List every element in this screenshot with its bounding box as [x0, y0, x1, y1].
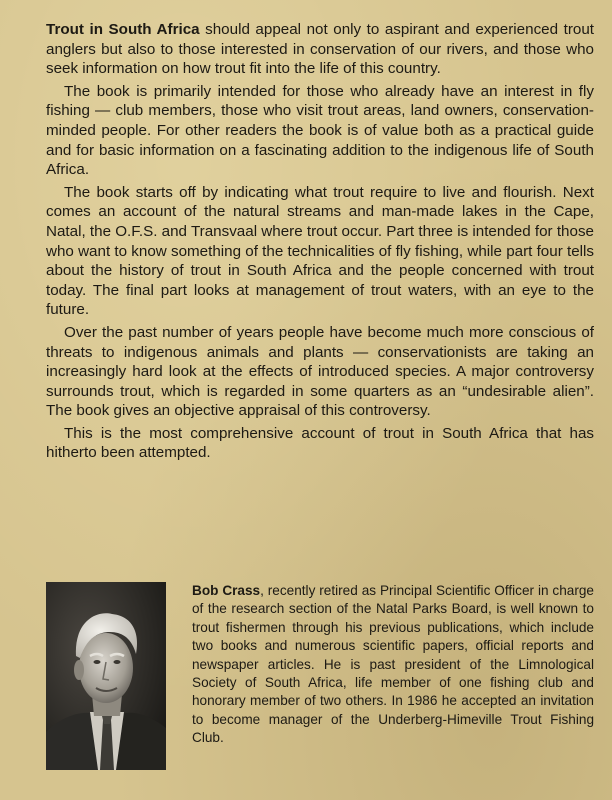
book-title: Trout in South Africa: [46, 21, 200, 38]
author-portrait-image: [46, 582, 166, 770]
author-bio: [192, 582, 594, 748]
cover-blurb: [46, 20, 594, 466]
blurb-paragraph-4: Over the past number of years people have become much more conscious of threats to indigenous animals and plants — conservationists are taking an increasingly hard look at the effects of introduced species. A major controversy surrounds trout, which is regarded in some quarters as an “undesirable alien”. The book gives an objective appraisal of this controversy.: [46, 323, 594, 420]
blurb-paragraph-3: The book starts off by indicating what trout require to live and flourish. Next comes an account of the natural streams and man-made lakes in the Cape, Natal, the O.F.S. and Transvaal where trout occur. Part three is intended for those who want to know something of the technicalities of fly fishing, while part four tells about the history of trout in South Africa and the people concerned with trout today. The final part looks at management of trout waters, with an eye to the future.: [46, 183, 594, 319]
blurb-paragraph-1: [46, 20, 594, 79]
author-portrait: [46, 582, 166, 770]
blurb-paragraph-1-text: should appeal not only to aspirant and experienced trout anglers but also to those interested in conservation of our rivers, and those who seek information on how trout fit into the life of this country.: [46, 21, 594, 78]
blurb-paragraph-5: This is the most comprehensive account of trout in South Africa that has hitherto been attempted.: [46, 424, 594, 462]
author-name: Bob Crass: [192, 583, 261, 598]
author-bio-text: , recently retired as Principal Scientific Officer in charge of the research section of the Natal Parks Board, is well known to trout fishermen through his previous publications, which include two books and numerous scientific papers, official reports and newspaper articles. He is past president of the Limnological Society of South Africa, life member of one fishing club and honorary member of two others. In 1986 he accepted an invitation to become manager of the Underberg-Himeville Trout Fishing Club.: [192, 583, 594, 746]
author-section: [46, 582, 596, 772]
blurb-paragraph-2: The book is primarily intended for those who already have an interest in fly fishing — club members, those who visit trout areas, land owners, conservation-minded people. For other readers the book is of value both as a practical guide and for basic information on a fascinating addition to the indigenous life of South Africa.: [46, 82, 594, 179]
